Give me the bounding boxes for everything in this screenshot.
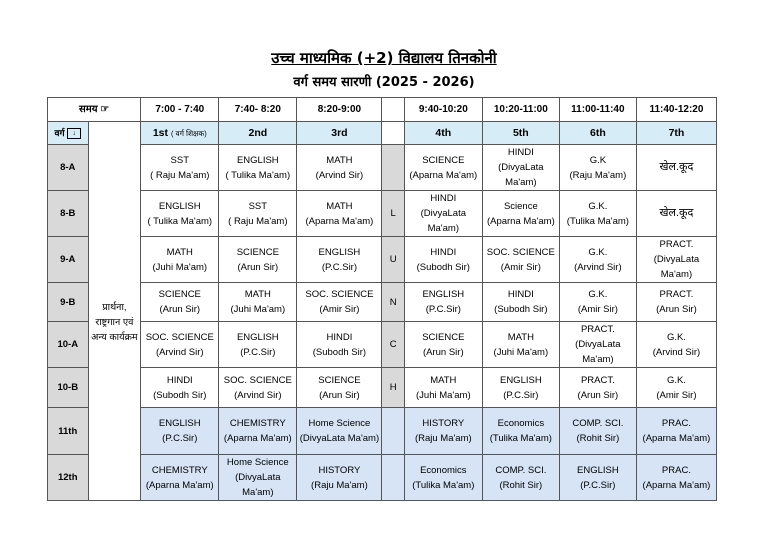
period-cell — [636, 455, 716, 501]
period-label: 3rd — [297, 122, 382, 145]
teacher-name: (Amir Sir) — [577, 304, 618, 315]
subject-name: ENGLISH — [236, 331, 279, 343]
subject-name: PRAC. — [661, 464, 691, 476]
assembly-cell: प्रार्थना, राष्ट्रगान एवं अन्य कार्यक्रम — [88, 145, 141, 501]
teacher-name: (Arun Sir) — [319, 389, 360, 401]
period-cell — [559, 237, 636, 283]
first-period-label: 1st — [152, 126, 169, 139]
subject-name: PRACT. — [580, 374, 615, 386]
teacher-name: (Aparna Ma'am) — [409, 169, 478, 181]
period-cell — [559, 145, 636, 191]
teacher-name: ( Raju Ma'am) — [228, 215, 288, 227]
period-cell — [219, 455, 297, 501]
teacher-name: (Arvind Sir) — [315, 169, 364, 181]
teacher-name: (Subodh Sir) — [416, 261, 470, 273]
period-cell — [404, 145, 482, 191]
teacher-name: (Arvind Sir) — [652, 346, 701, 358]
timetable-row — [48, 145, 717, 191]
teacher-name: ( Tulika Ma'am) — [225, 169, 291, 181]
class-name-cell: 10-B — [48, 368, 89, 408]
subject-name: G.K. — [666, 374, 686, 386]
teacher-name: (Subodh Sir) — [312, 346, 367, 358]
teacher-name: ( Tulika Ma'am) — [147, 215, 213, 227]
time-slot: 7:00 - 7:40 — [141, 98, 219, 122]
class-name-cell: 9-B — [48, 283, 89, 322]
subject-name: SOC. SCIENCE — [486, 246, 555, 258]
teacher-name: (P.C.Sir) — [240, 346, 276, 358]
time-slot: 10:20-11:00 — [482, 98, 559, 122]
period-cell — [559, 191, 636, 237]
subject-name: MATH — [166, 246, 193, 258]
teacher-name: (Aparna Ma'am) — [642, 479, 711, 491]
period-cell — [219, 191, 297, 237]
period-cell — [636, 322, 716, 368]
class-name-cell: 12th — [48, 455, 89, 501]
down-arrow-icon: ↓ — [67, 128, 81, 139]
period-cell — [141, 145, 219, 191]
teacher-name: (Raju Ma'am) — [414, 433, 472, 444]
subject-name: ENGLISH — [158, 200, 201, 212]
teacher-name: (Raju Ma'am) — [569, 169, 627, 181]
subject-name: HINDI — [326, 331, 353, 343]
teacher-name: (Aparna Ma'am) — [223, 433, 292, 444]
period-cell — [297, 408, 382, 455]
timetable-row — [48, 191, 717, 237]
subject-name: G.K. — [666, 331, 686, 343]
class-name-cell: 9-A — [48, 237, 89, 283]
teacher-name: (Aparna Ma'am) — [486, 215, 555, 227]
subject-name: COMP. SCI. — [572, 418, 624, 429]
period-cell — [404, 283, 482, 322]
subject-name: ENGLISH — [236, 154, 279, 166]
period-cell — [219, 145, 297, 191]
teacher-name: (P.C.Sir) — [425, 304, 461, 315]
subject-name: SOC. SCIENCE — [223, 374, 292, 386]
lunch-letter-cell — [382, 145, 404, 191]
period-cell — [559, 283, 636, 322]
teacher-name: (Arvind Sir) — [234, 389, 282, 401]
subject-name: G.K. — [588, 289, 608, 300]
period-cell — [559, 455, 636, 501]
time-corner-cell — [48, 98, 141, 122]
subject-name: SCIENCE — [158, 289, 201, 300]
timetable-subtitle: वर्ग समय सारणी (2025 - 2026) — [293, 75, 475, 90]
teacher-name: (Raju Ma'am) — [311, 479, 368, 491]
period-cell — [219, 237, 297, 283]
class-teacher-note: ( वर्ग शिक्षक) — [170, 128, 207, 138]
lunch-letter-cell: L — [382, 191, 404, 237]
period-cell — [141, 322, 219, 368]
time-header-row — [48, 98, 717, 122]
class-label-cell — [48, 122, 89, 145]
period-cell — [636, 368, 716, 408]
period-cell — [141, 455, 219, 501]
subject-name: PRACT. — [580, 324, 615, 335]
subject-name: SST — [248, 200, 268, 212]
subject-name: CHEMISTRY — [151, 464, 208, 476]
teacher-name: (Juhi Ma'am) — [416, 389, 471, 401]
school-title: उच्च माध्यमिक (+2) विद्यालय तिनकोनी — [271, 49, 497, 67]
timetable-row — [48, 283, 717, 322]
period-gap-cell — [382, 122, 404, 145]
period-cell — [636, 283, 716, 322]
subject-name: Economics — [497, 418, 545, 429]
period-cell — [141, 191, 219, 237]
class-name-cell: 11th — [48, 408, 89, 455]
period-cell — [219, 368, 297, 408]
teacher-name: (Amir Sir) — [656, 389, 697, 401]
class-name-cell: 8-A — [48, 145, 89, 191]
teacher-name: (Tulika Ma'am) — [412, 479, 475, 491]
teacher-name: (DivyaLata Ma'am) — [498, 162, 544, 188]
time-slot: 9:40-10:20 — [404, 98, 482, 122]
period-cell — [559, 408, 636, 455]
period-cell — [482, 408, 559, 455]
subject-name: HINDI — [507, 147, 534, 158]
period-label: 2nd — [219, 122, 297, 145]
period-cell — [297, 191, 382, 237]
teacher-name: (Arvind Sir) — [156, 346, 204, 358]
time-corner-label: समय — [78, 104, 98, 115]
period-cell — [219, 283, 297, 322]
subject-name: SCIENCE — [318, 374, 361, 386]
subject-name: PRACT. — [659, 289, 694, 300]
period-cell — [482, 191, 559, 237]
period-cell — [404, 368, 482, 408]
period-cell — [219, 322, 297, 368]
subject-name: SOC. SCIENCE — [145, 331, 214, 343]
timetable-row — [48, 455, 717, 501]
class-name-cell: 8-B — [48, 191, 89, 237]
lunch-letter-cell: U — [382, 237, 404, 283]
timetable-row — [48, 408, 717, 455]
teacher-name: (Subodh Sir) — [153, 389, 207, 401]
time-gap-cell — [382, 98, 404, 122]
teacher-name: (P.C.Sir) — [321, 261, 358, 273]
teacher-name: (DivyaLata Ma'am) — [235, 472, 281, 498]
subject-name: खेल.कूद — [659, 161, 694, 173]
subject-name: HINDI — [507, 289, 534, 300]
teacher-name: (P.C.Sir) — [503, 389, 539, 401]
subject-name: Economics — [420, 464, 467, 476]
teacher-name: (DivyaLata Ma'am) — [575, 339, 621, 365]
timetable — [47, 97, 717, 501]
period-cell — [297, 455, 382, 501]
subject-name: SCIENCE — [422, 154, 465, 166]
teacher-name: (Aparna Ma'am) — [145, 479, 214, 491]
period-label: 6th — [559, 122, 636, 145]
subject-name: MATH — [326, 154, 353, 166]
timetable-row — [48, 368, 717, 408]
subject-name: G.K — [589, 154, 607, 166]
timetable-row — [48, 322, 717, 368]
period-cell — [141, 368, 219, 408]
lunch-letter-cell: N — [382, 283, 404, 322]
period-cell — [482, 283, 559, 322]
subject-name: HISTORY — [422, 418, 465, 429]
period-cell — [141, 283, 219, 322]
teacher-name: (Arun Sir) — [159, 304, 201, 315]
period-cell — [482, 145, 559, 191]
teacher-name: (Juhi Ma'am) — [152, 261, 208, 273]
class-name-cell: 10-A — [48, 322, 89, 368]
subject-name: SST — [170, 154, 190, 166]
teacher-name: (DivyaLata Ma'am) — [420, 208, 467, 234]
period-label: 5th — [482, 122, 559, 145]
subject-name: Science — [503, 200, 538, 212]
period-cell — [404, 237, 482, 283]
period-cell — [297, 322, 382, 368]
period-cell — [636, 408, 716, 455]
period-cell — [141, 408, 219, 455]
subject-name: ENGLISH — [577, 464, 619, 476]
teacher-name: (Amir Sir) — [500, 261, 541, 273]
teacher-name: (Rohit Sir) — [499, 479, 543, 491]
subject-name: HINDI — [166, 374, 193, 386]
subject-name: ENGLISH — [158, 418, 201, 429]
period-cell — [404, 322, 482, 368]
period-label — [141, 122, 219, 145]
subject-name: MATH — [507, 331, 534, 343]
lunch-gap-cell — [382, 408, 404, 455]
teacher-name: (Subodh Sir) — [494, 304, 548, 315]
subject-name: G.K. — [588, 200, 608, 212]
subject-name: HINDI — [430, 246, 457, 258]
period-cell — [219, 408, 297, 455]
subject-name: HINDI — [430, 193, 457, 204]
period-cell — [482, 237, 559, 283]
lunch-letter-cell: H — [382, 368, 404, 408]
teacher-name: (P.C.Sir) — [580, 479, 616, 491]
period-cell — [297, 237, 382, 283]
subject-name: SCIENCE — [236, 246, 279, 258]
subject-name: ENGLISH — [422, 289, 465, 300]
time-slot: 11:40-12:20 — [636, 98, 716, 122]
time-slot: 7:40- 8:20 — [219, 98, 297, 122]
period-label: 7th — [636, 122, 716, 145]
period-cell — [297, 283, 382, 322]
subject-name: PRAC. — [661, 418, 691, 429]
period-cell — [482, 368, 559, 408]
period-cell — [482, 455, 559, 501]
period-cell — [297, 145, 382, 191]
lunch-gap-cell — [382, 455, 404, 501]
period-label: 4th — [404, 122, 482, 145]
teacher-name: (DivyaLata Ma'am) — [653, 254, 700, 280]
period-cell — [297, 368, 382, 408]
period-header-row — [48, 122, 717, 145]
teacher-name: (P.C.Sir) — [162, 433, 198, 444]
subject-name: Home Science — [226, 457, 289, 468]
period-cell — [141, 237, 219, 283]
time-slot: 8:20-9:00 — [297, 98, 382, 122]
teacher-name: (Juhi Ma'am) — [230, 304, 286, 315]
subject-name: Home Science — [308, 418, 371, 429]
period-cell — [482, 322, 559, 368]
lunch-letter-cell: C — [382, 322, 404, 368]
period-cell — [404, 408, 482, 455]
class-column-label: वर्ग — [54, 127, 65, 138]
timetable-row — [48, 237, 717, 283]
teacher-name: (Tulika Ma'am) — [489, 433, 552, 444]
period-cell — [636, 237, 716, 283]
period-cell — [636, 191, 716, 237]
teacher-name: ( Raju Ma'am) — [150, 169, 210, 181]
teacher-name: (Juhi Ma'am) — [493, 346, 549, 358]
period-cell — [559, 368, 636, 408]
subject-name: SCIENCE — [422, 331, 465, 343]
subject-name: MATH — [326, 200, 353, 212]
subject-name: MATH — [430, 374, 457, 386]
teacher-name: (Arun Sir) — [577, 389, 619, 401]
subject-name: खेल.कूद — [659, 207, 694, 219]
period-cell — [559, 322, 636, 368]
teacher-name: (Tulika Ma'am) — [566, 215, 629, 227]
teacher-name: (Arun Sir) — [656, 304, 697, 315]
teacher-name: (Arun Sir) — [237, 261, 279, 273]
period-cell — [636, 145, 716, 191]
subject-name: PRACT. — [659, 239, 694, 250]
period-cell — [404, 191, 482, 237]
subject-name: HISTORY — [318, 464, 361, 476]
subject-name: MATH — [244, 289, 271, 300]
assembly-header-cell — [88, 122, 141, 145]
subject-name: ENGLISH — [499, 374, 542, 386]
subject-name: COMP. SCI. — [495, 464, 547, 476]
teacher-name: (Aparna Ma'am) — [305, 215, 374, 227]
subject-name: CHEMISTRY — [229, 418, 286, 429]
period-cell — [404, 455, 482, 501]
subject-name: ENGLISH — [318, 246, 361, 258]
teacher-name: (DivyaLata Ma'am) — [299, 433, 380, 444]
time-slot: 11:00-11:40 — [559, 98, 636, 122]
teacher-name: (Arun Sir) — [422, 346, 464, 358]
teacher-name: (Aparna Ma'am) — [642, 433, 711, 444]
teacher-name: (Amir Sir) — [319, 304, 360, 315]
subject-name: G.K. — [588, 246, 608, 258]
teacher-name: (Arvind Sir) — [574, 261, 622, 273]
teacher-name: (Rohit Sir) — [576, 433, 620, 444]
hand-pointing-icon: ☞ — [100, 104, 110, 115]
subject-name: SOC. SCIENCE — [305, 289, 374, 300]
